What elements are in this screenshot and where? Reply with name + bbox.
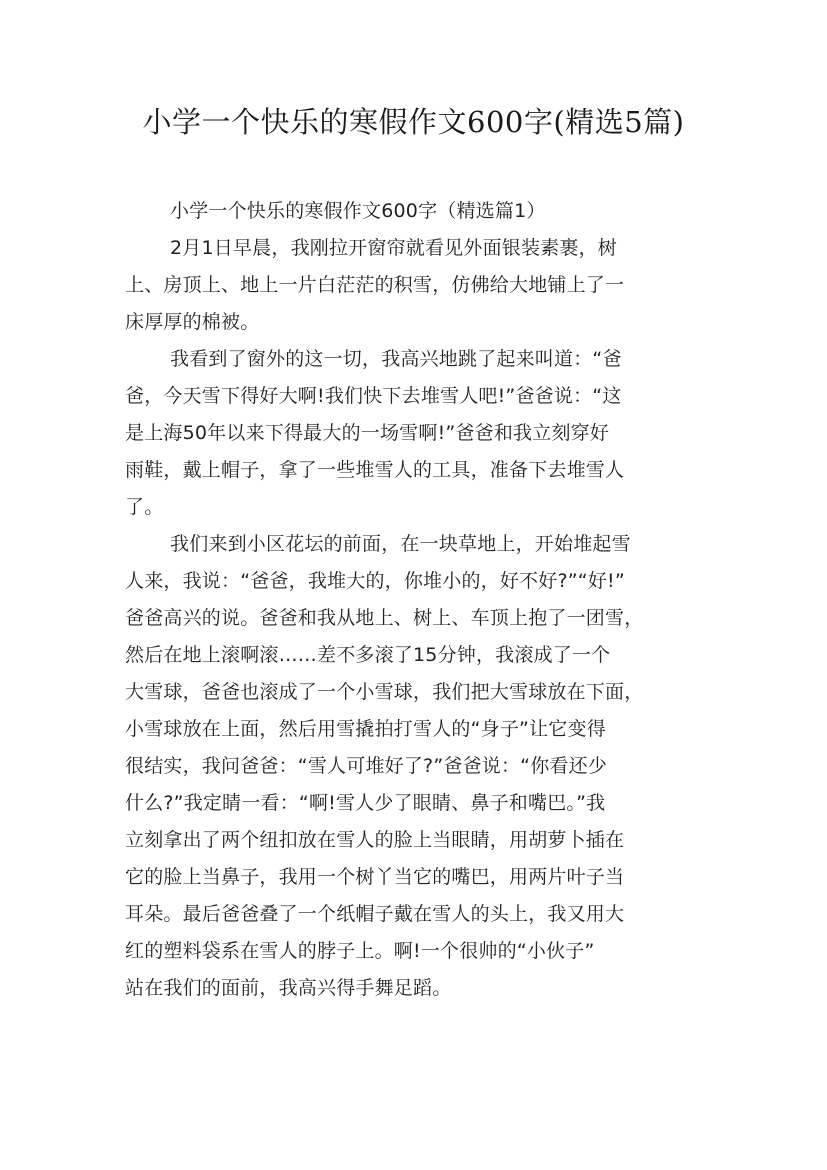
document-body xyxy=(125,193,703,1007)
paragraph-line: 2月1日早晨，我刚拉开窗帘就看见外面银装素裹，树 xyxy=(170,237,617,259)
paragraph-line: 了。 xyxy=(125,496,164,518)
paragraph-line: 雨鞋，戴上帽子，拿了一些堆雪人的工具，准备下去堆雪人 xyxy=(125,459,625,481)
paragraph-line: 爸爸高兴的说。爸爸和我从地上、树上、车顶上抱了一团雪， xyxy=(125,607,644,629)
paragraph-line: 它的脸上当鼻子，我用一个树丫当它的嘴巴，用两片叶子当 xyxy=(125,866,625,888)
paragraph-line: 立刻拿出了两个纽扣放在雪人的脸上当眼睛，用胡萝卜插在 xyxy=(125,829,625,851)
paragraph-line: 大雪球，爸爸也滚成了一个小雪球，我们把大雪球放在下面， xyxy=(125,681,644,703)
paragraph-line: 我们来到小区花坛的前面，在一块草地上，开始堆起雪 xyxy=(170,533,631,555)
paragraph-line: 我看到了窗外的这一切，我高兴地跳了起来叫道：“爸 xyxy=(170,348,622,370)
paragraph-line: 是上海50年以来下得最大的一场雪啊!”爸爸和我立刻穿好 xyxy=(125,422,610,444)
paragraph-line: 然后在地上滚啊滚……差不多滚了15分钟，我滚成了一个 xyxy=(125,644,611,666)
paragraph-line: 小雪球放在上面，然后用雪撬拍打雪人的“身子”让它变得 xyxy=(125,718,606,740)
paragraph-line: 床厚厚的棉被。 xyxy=(125,311,260,333)
document-title: 小学一个快乐的寒假作文600字(精选5篇) xyxy=(142,105,685,139)
paragraph-line: 人来，我说：“爸爸，我堆大的，你堆小的，好不好?”“好!” xyxy=(125,570,625,592)
paragraph-line: 上、房顶上、地上一片白茫茫的积雪，仿佛给大地铺上了一 xyxy=(125,274,625,296)
paragraph-line: 红的塑料袋系在雪人的脖子上。啊!一个很帅的“小伙子” xyxy=(125,940,595,962)
paragraph-line: 什么?”我定睛一看：“啊!雪人少了眼睛、鼻子和嘴巴。”我 xyxy=(125,792,606,814)
paragraph-line: 站在我们的面前，我高兴得手舞足蹈。 xyxy=(125,977,452,999)
paragraph-line: 爸，今天雪下得好大啊!我们快下去堆雪人吧!”爸爸说：“这 xyxy=(125,385,622,407)
paragraph-line: 耳朵。最后爸爸叠了一个纸帽子戴在雪人的头上，我又用大 xyxy=(125,903,625,925)
paragraph-line: 很结实，我问爸爸：“雪人可堆好了?”爸爸说：“你看还少 xyxy=(125,755,608,777)
section-heading: 小学一个快乐的寒假作文600字（精选篇1） xyxy=(170,200,546,222)
